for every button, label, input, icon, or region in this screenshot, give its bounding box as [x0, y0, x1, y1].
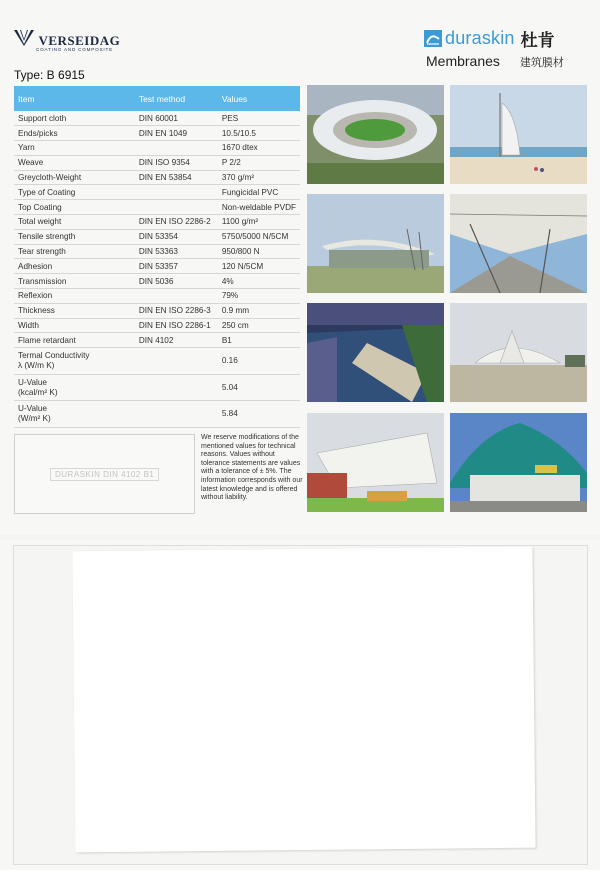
cell-value: 370 g/m²: [218, 170, 300, 185]
table-row: [14, 274, 300, 289]
cell-item: Tensile strength: [14, 229, 135, 244]
cell-method: [135, 374, 218, 401]
cell-method: [135, 289, 218, 304]
cell-method: DIN 53363: [135, 244, 218, 259]
cell-method: [135, 348, 218, 375]
cell-value: 250 cm: [218, 318, 300, 333]
table-row: [14, 401, 300, 428]
product-type: Type: B 6915: [14, 68, 85, 82]
cell-value: 1100 g/m²: [218, 215, 300, 230]
cell-item: Greycloth-Weight: [14, 170, 135, 185]
waterfront-aerial-photo: [307, 303, 444, 402]
table-row: [14, 289, 300, 304]
cell-method: DIN EN ISO 2286-2: [135, 215, 218, 230]
burj-al-arab-photo: [450, 85, 587, 184]
cell-item-line: U-Value: [18, 377, 47, 387]
cell-method: DIN 60001: [135, 111, 218, 126]
table-row: [14, 141, 300, 156]
sample-stamp-box: [14, 434, 195, 514]
cell-item: Top Coating: [14, 200, 135, 215]
table-row: [14, 126, 300, 141]
cell-item-line: Termal Conductivity: [18, 351, 90, 360]
cell-item: Adhesion: [14, 259, 135, 274]
cell-item: Flame retardant: [14, 333, 135, 348]
duraskin-chinese-name: 杜肯: [520, 31, 555, 51]
cell-item-unit: (W/m² K): [18, 414, 51, 423]
cell-value: B1: [218, 333, 300, 348]
membranes-label: Membranes: [426, 53, 500, 69]
table-row: [14, 303, 300, 318]
teal-dome-building-photo: [450, 413, 587, 512]
verseidag-v-icon: [14, 30, 34, 51]
duraskin-wave-icon: [424, 30, 442, 47]
cell-value: 950/800 N: [218, 244, 300, 259]
table-row: [14, 111, 300, 126]
duraskin-logo: [424, 26, 594, 70]
cell-item: Transmission: [14, 274, 135, 289]
cell-item: Yarn: [14, 141, 135, 156]
cell-value: P 2/2: [218, 155, 300, 170]
cell-method: DIN EN 53854: [135, 170, 218, 185]
cell-method: [135, 401, 218, 428]
cell-value: 10.5/10.5: [218, 126, 300, 141]
cell-method: DIN EN ISO 2286-1: [135, 318, 218, 333]
membranes-chinese-label: 建筑膜材: [519, 56, 564, 69]
spec-table: [14, 86, 300, 428]
cell-method: DIN 53357: [135, 259, 218, 274]
pavilion-photo: [450, 303, 587, 402]
cell-item: Width: [14, 318, 135, 333]
table-row: [14, 333, 300, 348]
cell-item: Ends/picks: [14, 126, 135, 141]
cell-method: DIN EN ISO 2286-3: [135, 303, 218, 318]
cell-item: Reflexion: [14, 289, 135, 304]
table-row: [14, 229, 300, 244]
cell-method: DIN EN 1049: [135, 126, 218, 141]
table-row: [14, 185, 300, 200]
table-header-row: [14, 86, 300, 111]
cell-item: [14, 348, 135, 375]
table-row: [14, 348, 300, 375]
table-row: [14, 318, 300, 333]
cell-method: DIN ISO 9354: [135, 155, 218, 170]
cell-item: Tear strength: [14, 244, 135, 259]
cell-value: 1670 dtex: [218, 141, 300, 156]
cell-value: 120 N/5CM: [218, 259, 300, 274]
cell-method: [135, 200, 218, 215]
cell-value: 0.9 mm: [218, 303, 300, 318]
cell-item-unit: (kcal/m² K): [18, 387, 58, 397]
table-row: [14, 215, 300, 230]
cell-item-unit: λ (W/m K): [18, 361, 55, 370]
cell-method: DIN 4102: [135, 333, 218, 348]
cell-value: 79%: [218, 289, 300, 304]
cell-value: 5.04: [218, 374, 300, 401]
station-roof-photo: [450, 194, 587, 293]
cell-item: Support cloth: [14, 111, 135, 126]
disclaimer-note: We reserve modifications of the mentioned values for technical reasons. Values without tolerance statements are values with a tolerance of ± 5%. The information corresponds with our latest knowledge and is offered without liability.: [201, 434, 303, 502]
table-row: [14, 155, 300, 170]
table-row: [14, 200, 300, 215]
material-stamp: DURASKIN DIN 4102 B1: [50, 468, 159, 481]
header-values: Values: [218, 86, 300, 111]
cell-item: Weave: [14, 155, 135, 170]
cell-value: 4%: [218, 274, 300, 289]
stadium-photo: [307, 85, 444, 184]
cell-item: Type of Coating: [14, 185, 135, 200]
cell-item: Thickness: [14, 303, 135, 318]
header-test-method: Test method: [135, 86, 218, 111]
arena-canopy-photo: [307, 194, 444, 293]
cell-method: [135, 141, 218, 156]
cell-value: 0.16: [218, 348, 300, 375]
header-item: Item: [14, 86, 135, 111]
cell-item: [14, 401, 135, 428]
cell-value: Non-weldable PVDF: [218, 200, 300, 215]
table-row: [14, 374, 300, 401]
cell-item: Total weight: [14, 215, 135, 230]
canopy-sails-photo: [307, 413, 444, 512]
blank-white-card: [72, 547, 535, 853]
cell-value: Fungicidal PVC: [218, 185, 300, 200]
table-row: [14, 244, 300, 259]
cell-value: PES: [218, 111, 300, 126]
table-row: [14, 259, 300, 274]
cell-item: [14, 374, 135, 401]
cell-value: 5750/5000 N/5CM: [218, 229, 300, 244]
cell-value: 5.84: [218, 401, 300, 428]
table-row: [14, 170, 300, 185]
verseidag-logo: [14, 30, 120, 51]
cell-item-line: U-Value: [18, 404, 47, 413]
verseidag-name: VERSEIDAG: [38, 32, 121, 48]
cell-method: [135, 185, 218, 200]
duraskin-name: duraskin: [445, 28, 515, 48]
cell-method: DIN 53354: [135, 229, 218, 244]
verseidag-subtitle: COATING AND COMPOSITE: [36, 47, 113, 52]
cell-method: DIN 5036: [135, 274, 218, 289]
